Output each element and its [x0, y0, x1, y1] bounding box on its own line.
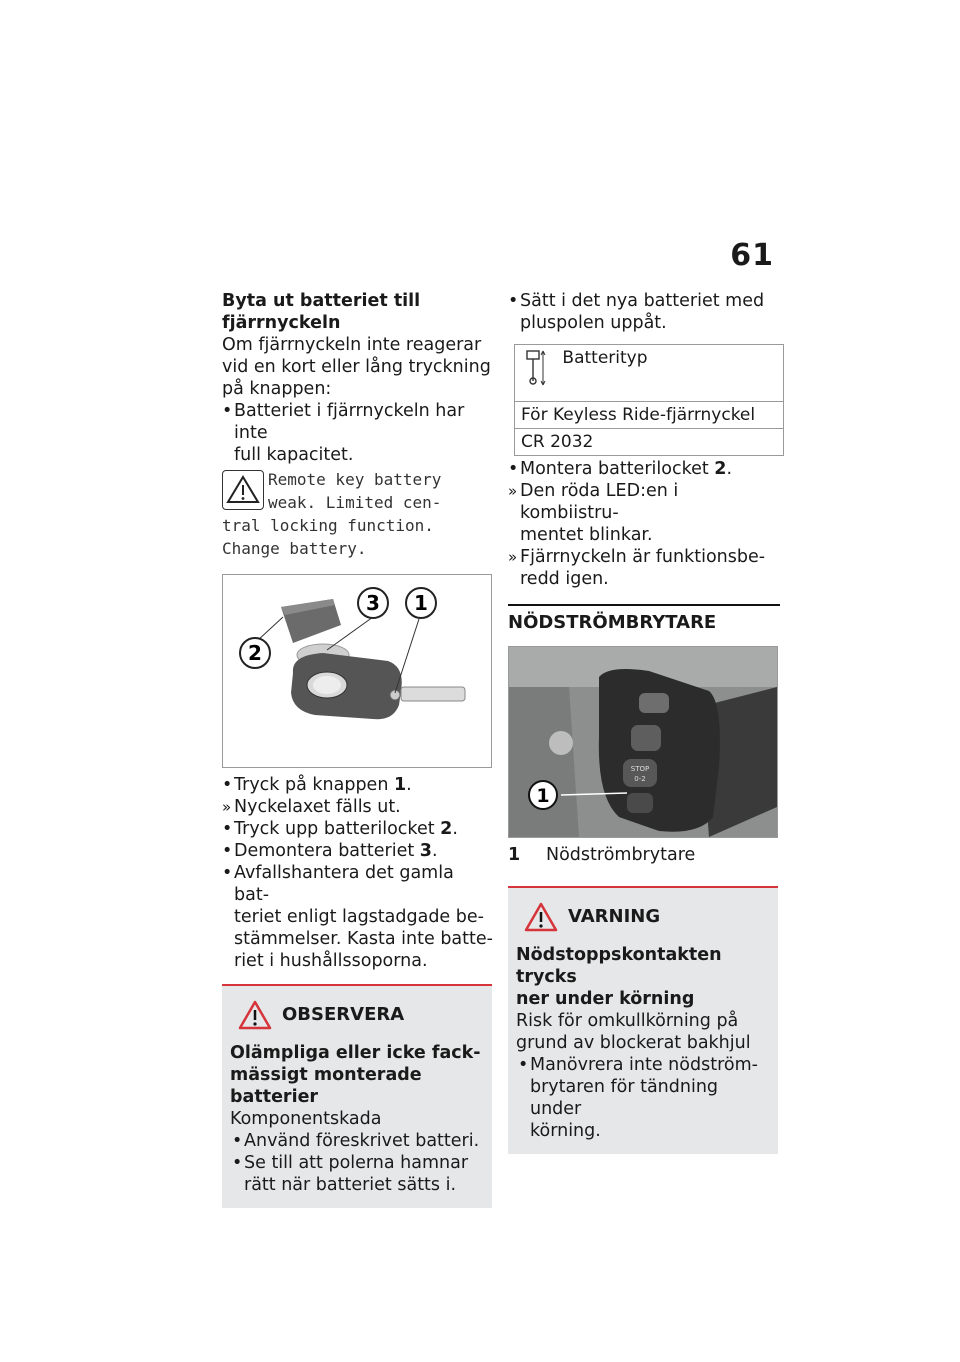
display-message: [222, 468, 494, 560]
warning-title-text: VARNING: [568, 906, 661, 927]
section-heading-line1: Byta ut batteriet till: [222, 291, 421, 311]
result-key-blade: » Nyckelaxet fälls ut.: [222, 796, 494, 818]
result-ready-line1: » Fjärrnyckeln är funktionsbe-: [508, 546, 780, 568]
result-led-line2: mentet blinkar.: [520, 525, 653, 545]
intro-line1: Om fjärrnyckeln inte reagerar: [222, 335, 482, 355]
section-title-emergency: NÖDSTRÖMBRYTARE: [508, 604, 780, 634]
notice-item-2: • Se till att polerna hamnar: [230, 1152, 484, 1174]
bullet-battery-capacity: • Batteriet i fjärrnyckeln har inte: [222, 400, 494, 444]
legend-text: Nödströmbrytare: [546, 845, 696, 865]
switch-label-0-2: 0-2: [634, 775, 646, 783]
display-msg-line4: Change battery.: [222, 539, 367, 558]
display-msg-line1: Remote key battery: [268, 470, 442, 489]
key-blade-illustration: [401, 687, 465, 701]
notice-item-2-cont: rätt när batteriet sätts i.: [244, 1175, 457, 1195]
display-msg-line3: tral locking function.: [222, 516, 434, 535]
step-insert-battery: • Sätt i det nya batteriet med: [508, 290, 780, 312]
warning-item-line1: • Manövrera inte nödström-: [516, 1054, 770, 1076]
step-dispose-line2: teriet enligt lagstadgade be-: [234, 907, 484, 927]
notice-title-text: OBSERVERA: [282, 1004, 405, 1025]
battery-spec-icon: [521, 347, 557, 393]
warning-sub-line2: grund av blockerat bakhjul: [516, 1033, 751, 1053]
page-number: 61: [730, 238, 774, 273]
steps-list: [222, 774, 494, 972]
spec-row-2: CR 2032: [515, 429, 784, 456]
notice-heading-line2: mässigt monterade batterier: [230, 1065, 422, 1107]
spec-header-cell: [515, 345, 784, 402]
step-dispose-line3: stämmelser. Kasta inte batte-: [234, 929, 493, 949]
warning-title: [524, 902, 770, 932]
right-column: [508, 290, 780, 1154]
spec-header-text: Batterityp: [562, 348, 648, 368]
notice-sub: Komponentskada: [230, 1109, 382, 1129]
bullet-battery-capacity-cont: full kapacitet.: [234, 445, 354, 465]
key-battery-figure: [222, 574, 492, 768]
step-insert-battery-cont: pluspolen uppåt.: [520, 313, 667, 333]
step-open-cover: • Tryck upp batterilocket 2.: [222, 818, 494, 840]
section-heading-line2: fjärrnyckeln: [222, 313, 341, 333]
result-ready-line2: redd igen.: [520, 569, 609, 589]
step-remove-battery: • Demontera batteriet 3.: [222, 840, 494, 862]
spec-row-1: För Keyless Ride-fjärrnyckel: [515, 402, 784, 429]
display-msg-line2: weak. Limited cen-: [268, 493, 442, 512]
warning-triangle-icon: [524, 902, 558, 932]
battery-spec-table: [514, 344, 784, 456]
intro-line2: vid en kort eller lång tryckning: [222, 357, 491, 377]
warning-item-line2: brytaren för tändning under: [530, 1077, 719, 1119]
result-led-line1: » Den röda LED:en i kombiistru-: [508, 480, 780, 524]
warning-box: [508, 886, 778, 1154]
intro-line3: på knappen:: [222, 379, 332, 399]
warning-display-icon: [222, 470, 264, 510]
step-press-button: • Tryck på knappen 1.: [222, 774, 494, 796]
figure-legend: [508, 844, 780, 866]
fig-label-emergency-1: 1: [536, 785, 550, 807]
fig-label-3: 3: [366, 591, 380, 615]
notice-box: [222, 984, 492, 1208]
step-dispose-line1: • Avfallshantera det gamla bat-: [222, 862, 494, 906]
fig-label-1: 1: [414, 591, 428, 615]
step-mount-cover: • Montera batterilocket 2.: [508, 458, 780, 480]
warning-item-line3: körning.: [530, 1121, 601, 1141]
warning-triangle-icon: [238, 1000, 272, 1030]
switch-label-stop: STOP: [630, 765, 650, 773]
step-dispose-line4: riet i hushållssoporna.: [234, 951, 428, 971]
left-column: [222, 290, 494, 1208]
warning-heading-line2: ner under körning: [516, 989, 695, 1009]
warning-sub-line1: Risk för omkullkörning på: [516, 1011, 739, 1031]
fig-label-2: 2: [248, 641, 262, 665]
warning-heading-line1: Nödstoppskontakten trycks: [516, 945, 722, 987]
notice-title: [238, 1000, 484, 1030]
emergency-switch-figure: [508, 646, 778, 838]
legend-number: 1: [508, 845, 521, 865]
notice-heading-line1: Olämpliga eller icke fack-: [230, 1043, 481, 1063]
notice-item-1: • Använd föreskrivet batteri.: [230, 1130, 484, 1152]
